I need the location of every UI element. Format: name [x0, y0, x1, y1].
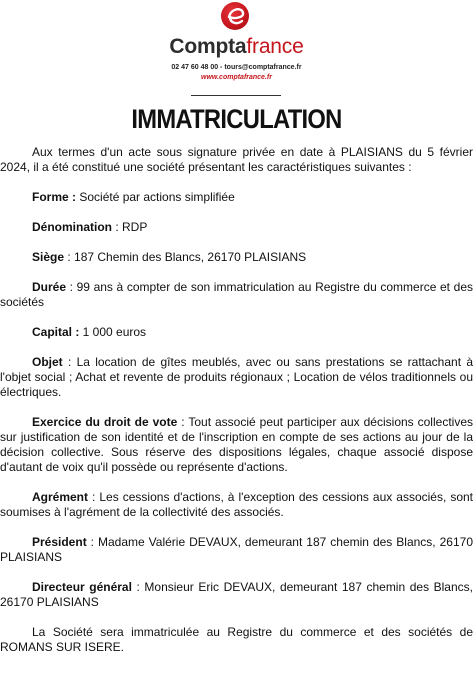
- denomination-paragraph: [0, 220, 473, 235]
- directeur-general-paragraph: [0, 580, 473, 610]
- intro-paragraph: Aux termes d'un acte sous signature privée en date à PLAISIANS du 5 février 2024, il a été constitué une société présentant les caractéristiques suivantes :: [0, 145, 473, 174]
- duree-label: Durée: [32, 280, 67, 294]
- president-label: Président: [32, 535, 87, 549]
- brand-name: [0, 35, 473, 59]
- closing-paragraph: La Société sera immatriculée au Registre du commerce et des sociétés de ROMANS SUR ISERE.: [0, 625, 473, 654]
- header-divider: [191, 95, 281, 96]
- directeur-general-label: Directeur général: [32, 580, 132, 594]
- siege-paragraph: [0, 250, 473, 265]
- agrement-value: : Les cessions d'actions, à l'exception des cessions aux associés, sont soumises à l'agrément de la collectivité des associés.: [0, 490, 473, 519]
- denomination-label: Dénomination: [32, 220, 112, 234]
- capital-label: Capital :: [32, 325, 80, 339]
- brand-part1: Compta: [169, 35, 247, 58]
- vote-paragraph: [0, 415, 473, 475]
- capital-paragraph: [0, 325, 473, 340]
- siege-label: Siège: [32, 250, 65, 264]
- brand-part2: france: [246, 35, 304, 58]
- denomination-value: : RDP: [112, 220, 148, 234]
- objet-paragraph: [0, 355, 473, 400]
- notice-body: [0, 145, 473, 655]
- vote-value: : Tout associé peut participer aux décisions collectives sur justification de son identité et de l'inscription en compte de ses actions au jour de la décision collective. Sous réserve des dispositions légales, chaque associé dispose d'autant de voix qu'il possède ou représente d'actions.: [0, 415, 473, 474]
- notice-title: IMMATRICULATION: [131, 104, 342, 134]
- contact-line: 02 47 60 48 00 - tours@comptafrance.fr: [171, 64, 302, 71]
- forme-paragraph: [0, 190, 473, 205]
- capital-value: 1 000 euros: [79, 325, 147, 339]
- agrement-label: Agrément: [32, 490, 89, 504]
- directeur-general-value: : Monsieur Eric DEVAUX, demeurant 187 chemin des Blancs, 26170 PLAISIANS: [0, 580, 473, 609]
- siege-value: : 187 Chemin des Blancs, 26170 PLAISIANS: [64, 250, 307, 264]
- objet-value: : La location de gîtes meublés, avec ou sans prestations se rattachant à l'objet social ; Achat et revente de produits régionaux ; Location de vélos traditionnels ou électriques.: [0, 355, 473, 399]
- president-value: : Madame Valérie DEVAUX, demeurant 187 chemin des Blancs, 26170 PLAISIANS: [0, 535, 473, 564]
- comptafrance-logo-icon: [221, 2, 249, 30]
- forme-value: Société par actions simplifiée: [76, 190, 235, 204]
- agrement-paragraph: [0, 490, 473, 520]
- president-paragraph: [0, 535, 473, 565]
- website-link[interactable]: www.comptafrance.fr: [201, 74, 272, 81]
- forme-label: Forme :: [32, 190, 77, 204]
- duree-paragraph: [0, 280, 473, 310]
- objet-label: Objet: [32, 355, 63, 369]
- publisher-header: [0, 0, 473, 100]
- vote-label: Exercice du droit de vote: [32, 415, 178, 429]
- duree-value: : 99 ans à compter de son immatriculation au Registre du commerce et des sociétés: [0, 280, 473, 309]
